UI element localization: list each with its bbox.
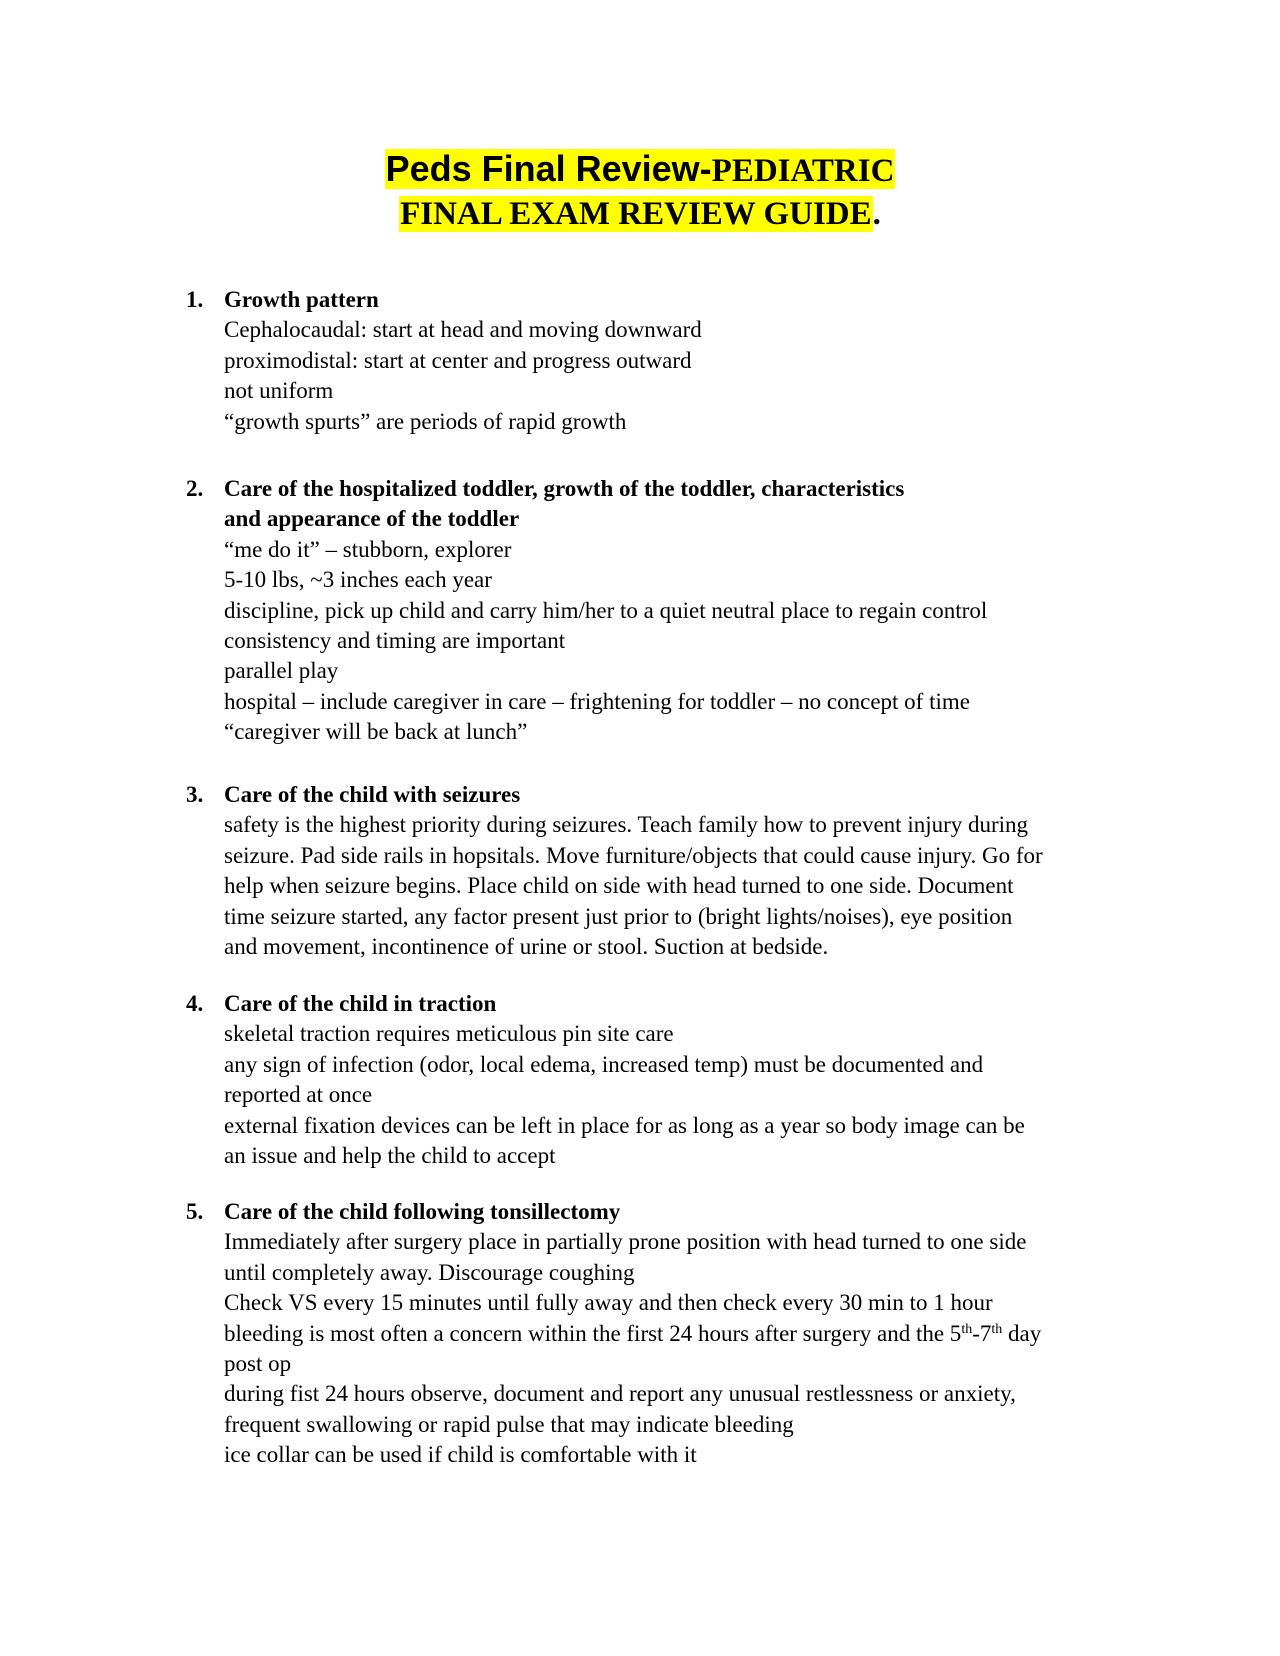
section-number: 1. bbox=[186, 287, 204, 312]
body-line: parallel play bbox=[224, 658, 339, 684]
bleeding-line bbox=[224, 1319, 1124, 1349]
body-line: until completely away. Discourage coughing bbox=[224, 1259, 635, 1285]
title-period: . bbox=[872, 196, 881, 232]
section-heading: Care of the child with seizures bbox=[224, 782, 521, 807]
body-line: “growth spurts” are periods of rapid growth bbox=[224, 408, 627, 434]
body-line: discipline, pick up child and carry him/her to a quiet neutral place to regain control bbox=[224, 597, 988, 623]
body-line: external fixation devices can be left in place for as long as a year so body image can be bbox=[224, 1112, 1025, 1138]
body-line: not uniform bbox=[224, 378, 334, 404]
body-line: Cephalocaudal: start at head and moving downward bbox=[224, 317, 702, 343]
section-heading: Care of the child following tonsillectomy bbox=[224, 1199, 621, 1224]
body-line: frequent swallowing or rapid pulse that may indicate bleeding bbox=[224, 1411, 794, 1437]
bleeding-text-2: -7 bbox=[972, 1320, 992, 1346]
body-line: skeletal traction requires meticulous pin site care bbox=[224, 1021, 674, 1047]
body-line: an issue and help the child to accept bbox=[224, 1143, 556, 1169]
section-heading: Growth pattern bbox=[224, 287, 379, 312]
bleeding-text-1: bleeding is most often a concern within the first 24 hours after surgery and the 5 bbox=[224, 1320, 962, 1346]
title-serif-part: PEDIATRIC bbox=[711, 153, 895, 189]
title-sans-part: Peds Final Review- bbox=[385, 148, 712, 189]
section-heading: Care of the hospitalized toddler, growth of the toddler, characteristics bbox=[224, 476, 905, 501]
body-line: “me do it” – stubborn, explorer bbox=[224, 536, 512, 562]
section-hospitalized-toddler bbox=[186, 474, 1124, 748]
section-number: 3. bbox=[186, 782, 204, 807]
body-line: any sign of infection (odor, local edema, increased temp) must be documented and bbox=[224, 1051, 984, 1077]
section-heading: Care of the child in traction bbox=[224, 991, 497, 1016]
body-line: help when seizure begins. Place child on side with head turned to one side. Document bbox=[224, 873, 1014, 899]
body-line: Check VS every 15 minutes until fully away and then check every 30 min to 1 hour bbox=[224, 1290, 993, 1316]
section-growth-pattern bbox=[186, 285, 1124, 437]
title-line-2-text: FINAL EXAM REVIEW GUIDE bbox=[400, 196, 872, 232]
section-seizures bbox=[186, 780, 1124, 962]
section-tonsillectomy bbox=[186, 1197, 1124, 1471]
body-line: ice collar can be used if child is comfortable with it bbox=[224, 1442, 697, 1468]
body-line: consistency and timing are important bbox=[224, 628, 566, 654]
title-line-1 bbox=[0, 148, 1280, 192]
bleeding-text-3: day bbox=[1002, 1320, 1042, 1346]
superscript-th: th bbox=[961, 1321, 973, 1337]
body-line: Immediately after surgery place in partially prone position with head turned to one side bbox=[224, 1229, 1027, 1255]
body-line: hospital – include caregiver in care – frightening for toddler – no concept of time bbox=[224, 688, 970, 714]
body-line: post op bbox=[224, 1351, 292, 1377]
body-line: seizure. Pad side rails in hopsitals. Move furniture/objects that could cause injury. Go for bbox=[224, 842, 1043, 868]
section-heading: and appearance of the toddler bbox=[224, 506, 520, 532]
body-line: reported at once bbox=[224, 1082, 373, 1108]
superscript-th: th bbox=[991, 1321, 1003, 1337]
body-line: safety is the highest priority during seizures. Teach family how to prevent injury during bbox=[224, 812, 1029, 838]
body-line: time seizure started, any factor present just prior to (bright lights/noises), eye position bbox=[224, 903, 1013, 929]
section-number: 5. bbox=[186, 1199, 204, 1224]
title-line-2 bbox=[0, 194, 1280, 234]
body-line: “caregiver will be back at lunch” bbox=[224, 719, 528, 745]
section-number: 4. bbox=[186, 991, 204, 1016]
section-traction bbox=[186, 989, 1124, 1171]
body-line: and movement, incontinence of urine or stool. Suction at bedside. bbox=[224, 934, 829, 960]
section-number: 2. bbox=[186, 476, 204, 501]
body-line: during fist 24 hours observe, document and report any unusual restlessness or anxiety, bbox=[224, 1381, 1016, 1407]
body-line: proximodistal: start at center and progress outward bbox=[224, 347, 692, 373]
body-line: 5-10 lbs, ~3 inches each year bbox=[224, 567, 492, 593]
